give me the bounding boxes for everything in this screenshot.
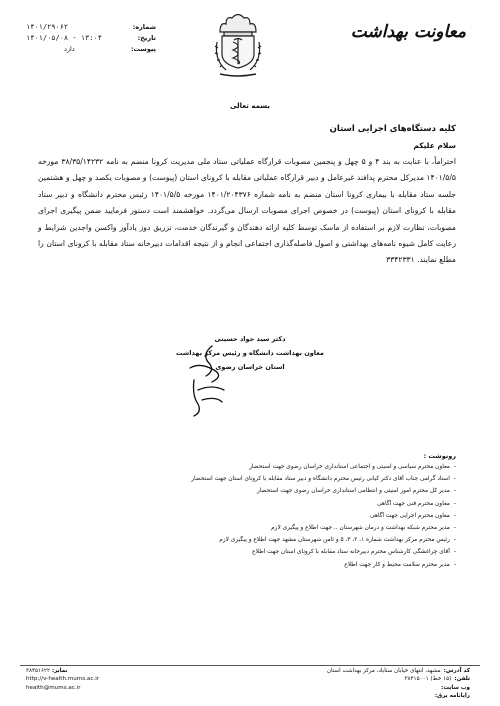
- letter-body: احتراماً، با عنایت به بند ۴ و ۵ چهل و پنجمین مصوبات قرارگاه عملیاتی ستاد ملی مدیریت کرونا منضم به نامه ۳۸/۳۵/۱۴۲۳۲ مورخه ۱۴۰۱/۵/۵ مدیرکل محترم پدافند غیرعامل و دبیر قرارگاه عملیاتی مقابله با کرونای استان (پیوست) و مصوبات یکصد و چهل و هشتمین جلسه ستاد مقابله با بیماری کرونا استان منضم به نامه شماره ۱۴۰۱/۲۰۴۳۷۶ مورخه ۱۴۰۱/۵/۵ رئیس محترم دانشگاه و دبیر ستاد مقابله با کرونای استان (پیوست) در خصوص اجرای مصوبات ارسال می‌گردد. خواهشمند است دستور فرمایید ضمن پیگیری اجرای مصوبات، نظارت لازم بر استفاده از ماسک توسط کلیه ارائه دهندگان و گیرندگان خدمت، تزریق دوز یادآور واکسن واجدین شرایط و رعایت کامل شیوه نامه‌های بهداشتی و اصول فاصله‌گذاری اجتماعی انجام و از نتیجه اقدامات دبیرخانه ستاد مقابله با کرونای استان را مطلع نمایند. ۳۳۴۲۳۳۱: [38, 157, 456, 265]
- footer-email-label-row: [210, 692, 470, 700]
- number-value: ۱۴۰۱/۲۹۰۶۲: [26, 23, 69, 31]
- cc-title: رونوشت :: [423, 452, 456, 460]
- handwritten-signature: [172, 340, 242, 420]
- phone-value: (۱۵ خط) ۳۸۴۱۵۰۰۱: [404, 676, 452, 683]
- university-emblem-icon: [212, 12, 264, 78]
- cc-item: - استاد گرامی جناب آقای دکتر کیانی رئیس محترم دانشگاه و دبیر ستاد مقابله با کرونای استان جهت استحضار: [120, 473, 456, 485]
- footer-divider: [20, 665, 480, 666]
- date-value: ۱۴۰۱/۰۵/۰۸ - ۱۳:۰۴: [26, 34, 102, 42]
- cc-item: - مدیر محترم سلامت محیط و کار جهت اطلاع: [120, 559, 456, 571]
- cc-item: - معاون محترم سیاسی و امنیتی و اجتماعی استانداری خراسان رضوی جهت استحضار: [120, 461, 456, 473]
- cc-item: - مدیر کل محترم امور امنیتی و انتظامی استانداری خراسان رضوی جهت استحضار: [120, 485, 456, 497]
- letter-recipient: کلیه دستگاه‌های اجرایی استان: [329, 124, 456, 134]
- meta-number-row: [26, 22, 156, 33]
- fax-value: ۳۸۴۵۱۶۲۲: [26, 668, 51, 674]
- footer-fax: [26, 667, 146, 675]
- signatory-name: دکتر سید جواد حسینی: [214, 335, 286, 343]
- cc-item: - معاون محترم اجرایی جهت آگاهی: [120, 510, 456, 522]
- address-value: مشهد، انتهای خیابان سناباد، مرکز بهداشت استان: [326, 668, 441, 674]
- cc-item: - مدیر محترم شبکه بهداشت و درمان شهرستان .. جهت اطلاع و پیگیری لازم: [120, 522, 456, 534]
- footer-address: [210, 667, 470, 675]
- attachment-label: پیوست:: [130, 45, 156, 53]
- meta-date-row: [26, 33, 156, 44]
- email-link[interactable]: health@mums.ac.ir: [26, 684, 81, 691]
- date-label: تاریخ:: [137, 34, 156, 42]
- website-label: وب سایت:: [441, 684, 470, 691]
- footer-phone: [210, 675, 470, 683]
- cc-item: - رئیس محترم مرکز بهداشت شماره ۱، ۲، ۳، ۵ و ثامن شهرستان مشهد جهت اطلاع و پیگیری لازم: [120, 534, 456, 546]
- cc-item: - آقای چراغشگی کارشناس محترم دبیرخانه ستاد مقابله با کرونای استان جهت اطلاع: [120, 546, 456, 558]
- meta-attachment-row: [26, 44, 156, 55]
- footer-links: [26, 667, 146, 692]
- signatory-region: استان خراسان رضوی: [215, 363, 285, 371]
- number-label: شماره:: [132, 23, 156, 31]
- attachment-value: دارد: [64, 45, 75, 53]
- signatory-title: معاون بهداشت دانشگاه و رئیس مرکز بهداشت: [176, 349, 324, 357]
- phone-label: تلفن:: [454, 676, 470, 683]
- footer-contact: [210, 667, 470, 701]
- letter-greeting: سلام علیکم: [413, 141, 456, 150]
- cc-list: [120, 461, 456, 571]
- fax-label: نمابر:: [51, 668, 68, 674]
- footer-website-label-row: [210, 684, 470, 692]
- email-label: رایانامه برق:: [434, 693, 470, 700]
- brand-title: معاونت بهداشت: [350, 22, 466, 42]
- address-label: کد آدرس:: [443, 668, 470, 674]
- letter-opening: بسمه تعالی: [229, 102, 271, 110]
- letter-meta: [26, 22, 156, 55]
- website-link[interactable]: http://v-health.mums.ac.ir: [26, 676, 100, 683]
- cc-item: - معاون محترم فنی جهت آگاهی: [120, 498, 456, 510]
